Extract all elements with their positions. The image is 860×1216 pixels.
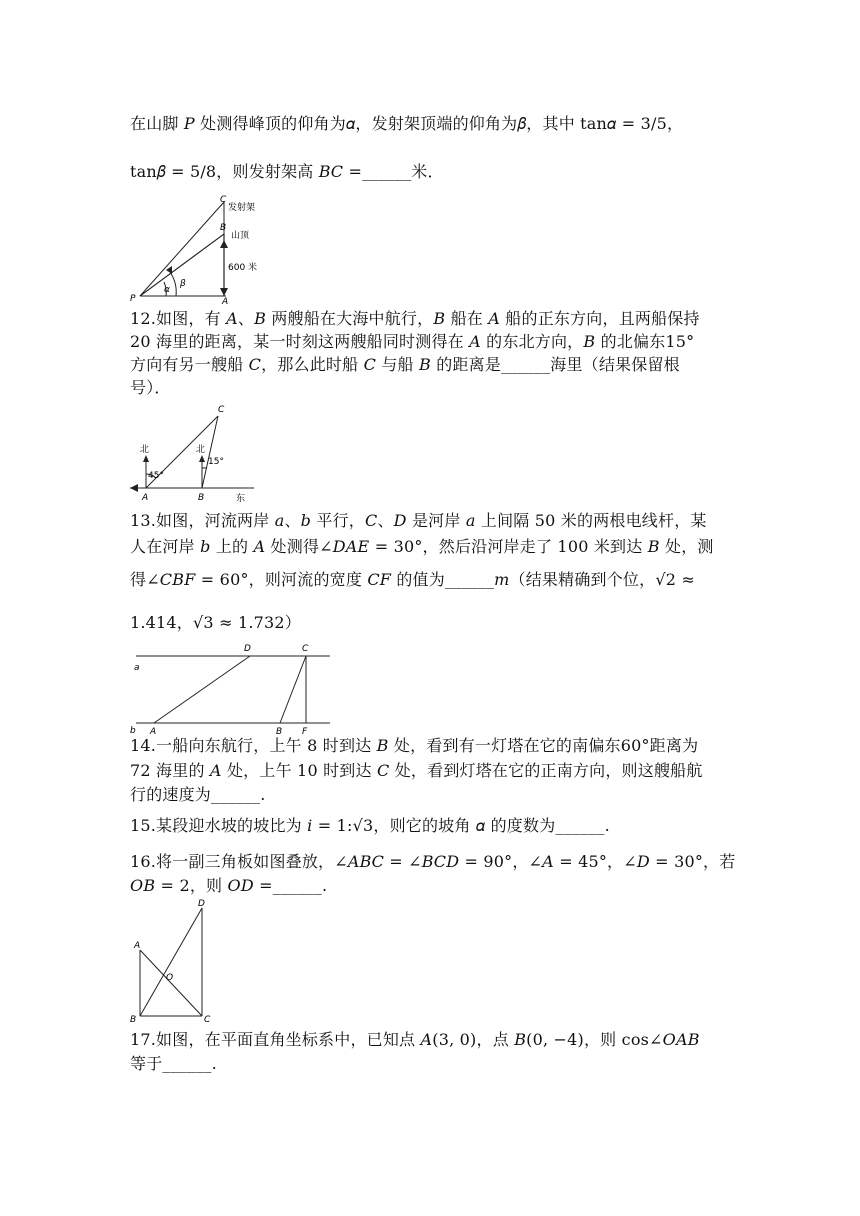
q11-label-p: P: [130, 294, 136, 304]
q17-line-2: 等于______.: [130, 1054, 217, 1073]
q12-label-15deg: 15°: [208, 457, 224, 467]
q13-label-d: D: [244, 644, 251, 654]
q12-line-4: 号）．: [130, 378, 171, 397]
q13-label-c: C: [302, 644, 309, 654]
q11-label-alpha: α: [164, 285, 170, 295]
q12-line-3: 方向有另一艘船 𝐶，那么此时船 𝐶 与船 𝐵 的距离是______海里（结果保留根: [130, 355, 680, 374]
q11-label-tower: 发射架: [228, 203, 256, 213]
q16-label-d: D: [198, 899, 205, 909]
q12-label-north-b: 北: [196, 445, 206, 455]
q13-label-b-bank: b: [130, 726, 136, 736]
q12-label-north-a: 北: [140, 445, 150, 455]
q16-label-b: B: [130, 1015, 137, 1024]
q12-line-2: 20 海里的距离，某一时刻这两艘船同时测得在 𝐴 的东北方向，𝐵 的北偏东15°: [130, 332, 695, 351]
q12-label-b: B: [198, 493, 205, 503]
q16-line-2: 𝑂𝐵 = 2，则 𝑂𝐷 =______.: [130, 876, 328, 895]
q12-label-east: 东: [236, 494, 246, 504]
q13-line-2: 人在河岸 𝑏 上的 𝐴 处测得∠𝐷𝐴𝐸 = 30°，然后沿河岸走了 100 米到达 𝐵 处，测: [130, 537, 714, 556]
q12-label-c: C: [218, 405, 225, 415]
q11-line-1: 在山脚 𝑃 处测得峰顶的仰角为𝛼，发射架顶端的仰角为𝛽，其中 tan𝛼 = 3/5，: [130, 114, 684, 133]
q11-label-a: A: [222, 297, 229, 306]
q16-label-o: O: [166, 973, 174, 983]
q11-label-beta: β: [180, 279, 186, 289]
q17-line-1: 17.如图，在平面直角坐标系中，已知点 𝐴(3, 0)，点 𝐵(0, −4)，则 cos∠𝑂𝐴𝐵: [130, 1030, 700, 1049]
q12-figure: [126, 400, 266, 504]
q16-figure: [126, 896, 226, 1024]
q13-line-1: 13.如图，河流两岸 𝑎、𝑏 平行，𝐶、𝐷 是河岸 𝑎 上间隔 50 米的两根电线杆，某: [130, 511, 707, 530]
q11-figure: [126, 194, 276, 306]
q13-label-f: F: [302, 727, 308, 736]
q11-line-2: tan𝛽 = 5/8，则发射架高 𝐵𝐶 =______米．: [130, 162, 444, 181]
q13-label-a: A: [150, 727, 157, 736]
q15-line-1: 15.某段迎水坡的坡比为 𝑖 = 1:√3，则它的坡角 𝛼 的度数为______.: [130, 816, 610, 835]
q13-label-a-bank: a: [134, 663, 140, 673]
q16-label-a: A: [134, 941, 141, 951]
q11-label-height: 600 米: [228, 263, 258, 273]
q14-line-2: 72 海里的 𝐴 处，上午 10 时到达 𝐶 处，看到灯塔在它的正南方向，则这艘船航: [130, 761, 703, 780]
q14-line-3: 行的速度为______.: [130, 785, 266, 804]
q13-line-4: 1.414，√3 ≈ 1.732）: [130, 613, 301, 632]
q12-line-1: 12.如图，有 𝐴、𝐵 两艘船在大海中航行，𝐵 船在 𝐴 船的正东方向，且两船保持: [130, 309, 700, 328]
q16-label-c: C: [204, 1015, 211, 1024]
q11-label-c: C: [220, 195, 227, 205]
q16-line-1: 16.将一副三角板如图叠放，∠𝐴𝐵𝐶 = ∠𝐵𝐶𝐷 = 90°，∠𝐴 = 45°，∠𝐷 = 30°，若: [130, 852, 736, 871]
q12-label-45deg: 45°: [148, 471, 164, 481]
q11-label-peak: 山顶: [231, 231, 250, 241]
q13-figure: [126, 640, 336, 736]
q12-label-a: A: [142, 493, 149, 503]
q13-line-3: 得∠𝐶𝐵𝐹 = 60°，则河流的宽度 𝐶𝐹 的值为______𝑚（结果精确到个位，√2 ≈: [130, 570, 696, 589]
q13-label-b: B: [276, 727, 283, 736]
q11-label-b: B: [220, 223, 227, 233]
q14-line-1: 14.一船向东航行，上午 8 时到达 𝐵 处，看到有一灯塔在它的南偏东60°距离为: [130, 736, 699, 755]
